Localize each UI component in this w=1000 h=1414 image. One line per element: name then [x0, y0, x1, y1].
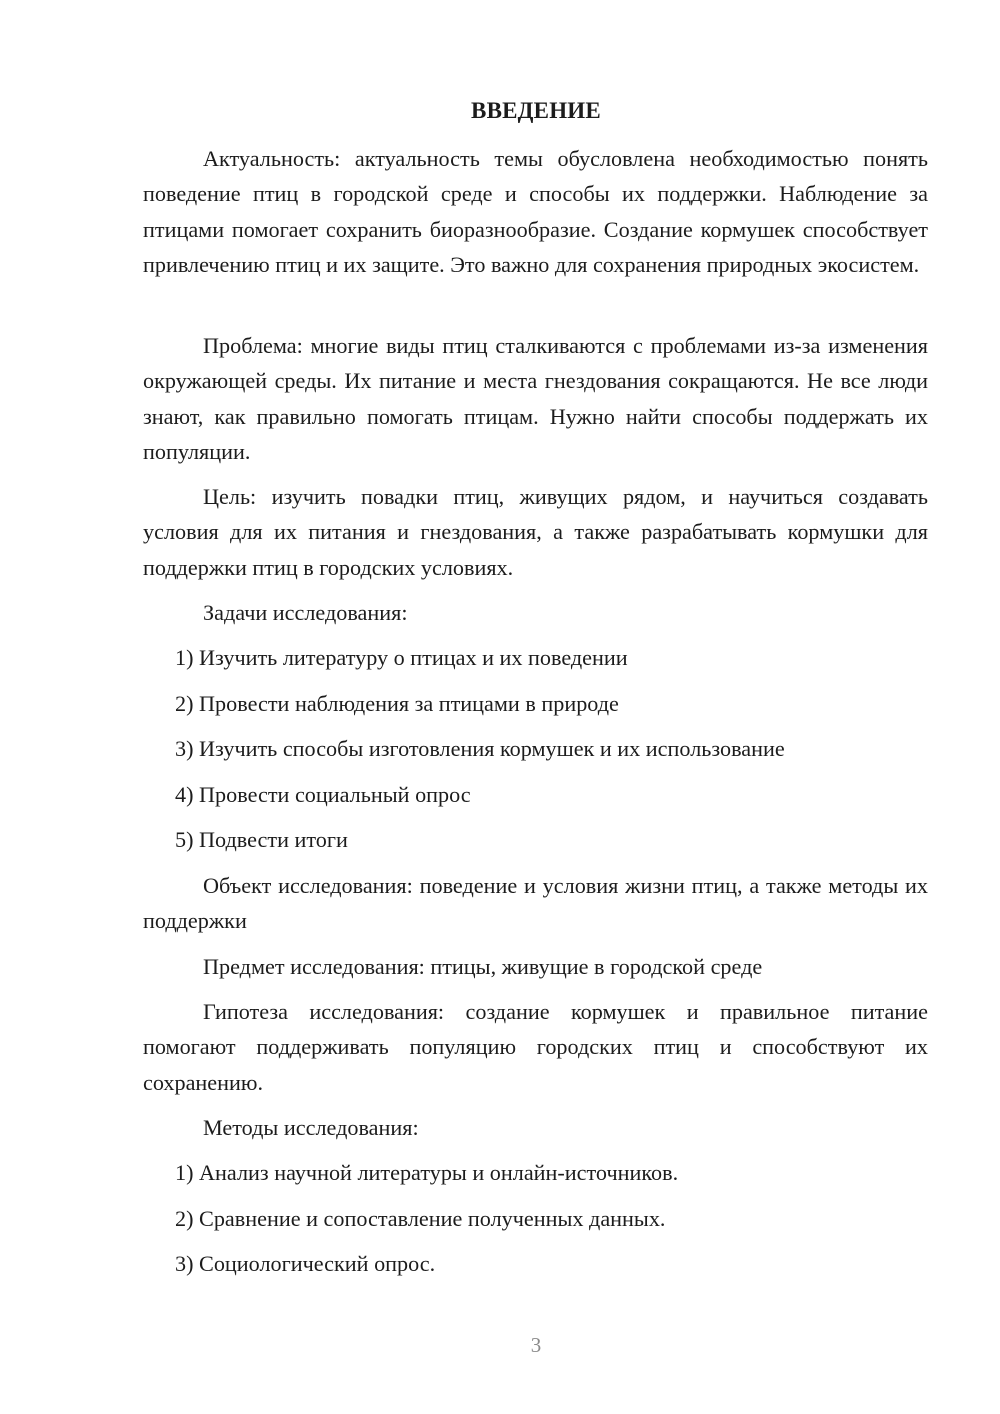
goal-paragraph: Цель: изучить повадки птиц, живущих рядом, и научиться создавать условия для их питания и гнездования, а также разрабатывать кормушки для поддержки птиц в городских условиях.: [143, 484, 928, 580]
task-item: 2) Провести наблюдения за птицами в природе: [175, 691, 619, 716]
task-item: 3) Изучить способы изготовления кормушек и их использование: [175, 736, 785, 761]
hypothesis-paragraph: Гипотеза исследования: создание кормушек и правильное питание помогают поддерживать популяцию городских птиц и способствуют их сохранению.: [143, 999, 928, 1095]
subject-paragraph: Предмет исследования: птицы, живущие в городской среде: [203, 954, 763, 979]
problem-paragraph: Проблема: многие виды птиц сталкиваются с проблемами из-за изменения окружающей среды. Их питание и места гнездования сокращаются. Не все люди знают, как правильно помогать птицам. Нужно найти способы поддержать их популяции.: [143, 333, 928, 464]
relevance-paragraph: Актуальность: актуальность темы обусловлена необходимостью понять поведение птиц в городской среде и способы их поддержки. Наблюдение за птицами помогает сохранить биоразнообразие. Создание кормушек способствует привлечению птиц и их защите. Это важно для сохранения природных экосистем.: [143, 146, 928, 277]
section-title: ВВЕДЕНИЕ: [471, 98, 601, 123]
method-item: 2) Сравнение и сопоставление полученных данных.: [175, 1206, 666, 1231]
tasks-heading: Задачи исследования:: [203, 600, 408, 625]
method-item: 1) Анализ научной литературы и онлайн-источников.: [175, 1160, 679, 1185]
methods-heading: Методы исследования:: [203, 1115, 419, 1140]
page-number: 3: [530, 1333, 542, 1357]
task-item: 1) Изучить литературу о птицах и их поведении: [175, 645, 628, 670]
method-item: 3) Социологический опрос.: [175, 1251, 436, 1276]
task-item: 5) Подвести итоги: [175, 827, 348, 852]
object-paragraph: Объект исследования: поведение и условия жизни птиц, а также методы их поддержки: [143, 873, 928, 934]
task-item: 4) Провести социальный опрос: [175, 782, 471, 807]
